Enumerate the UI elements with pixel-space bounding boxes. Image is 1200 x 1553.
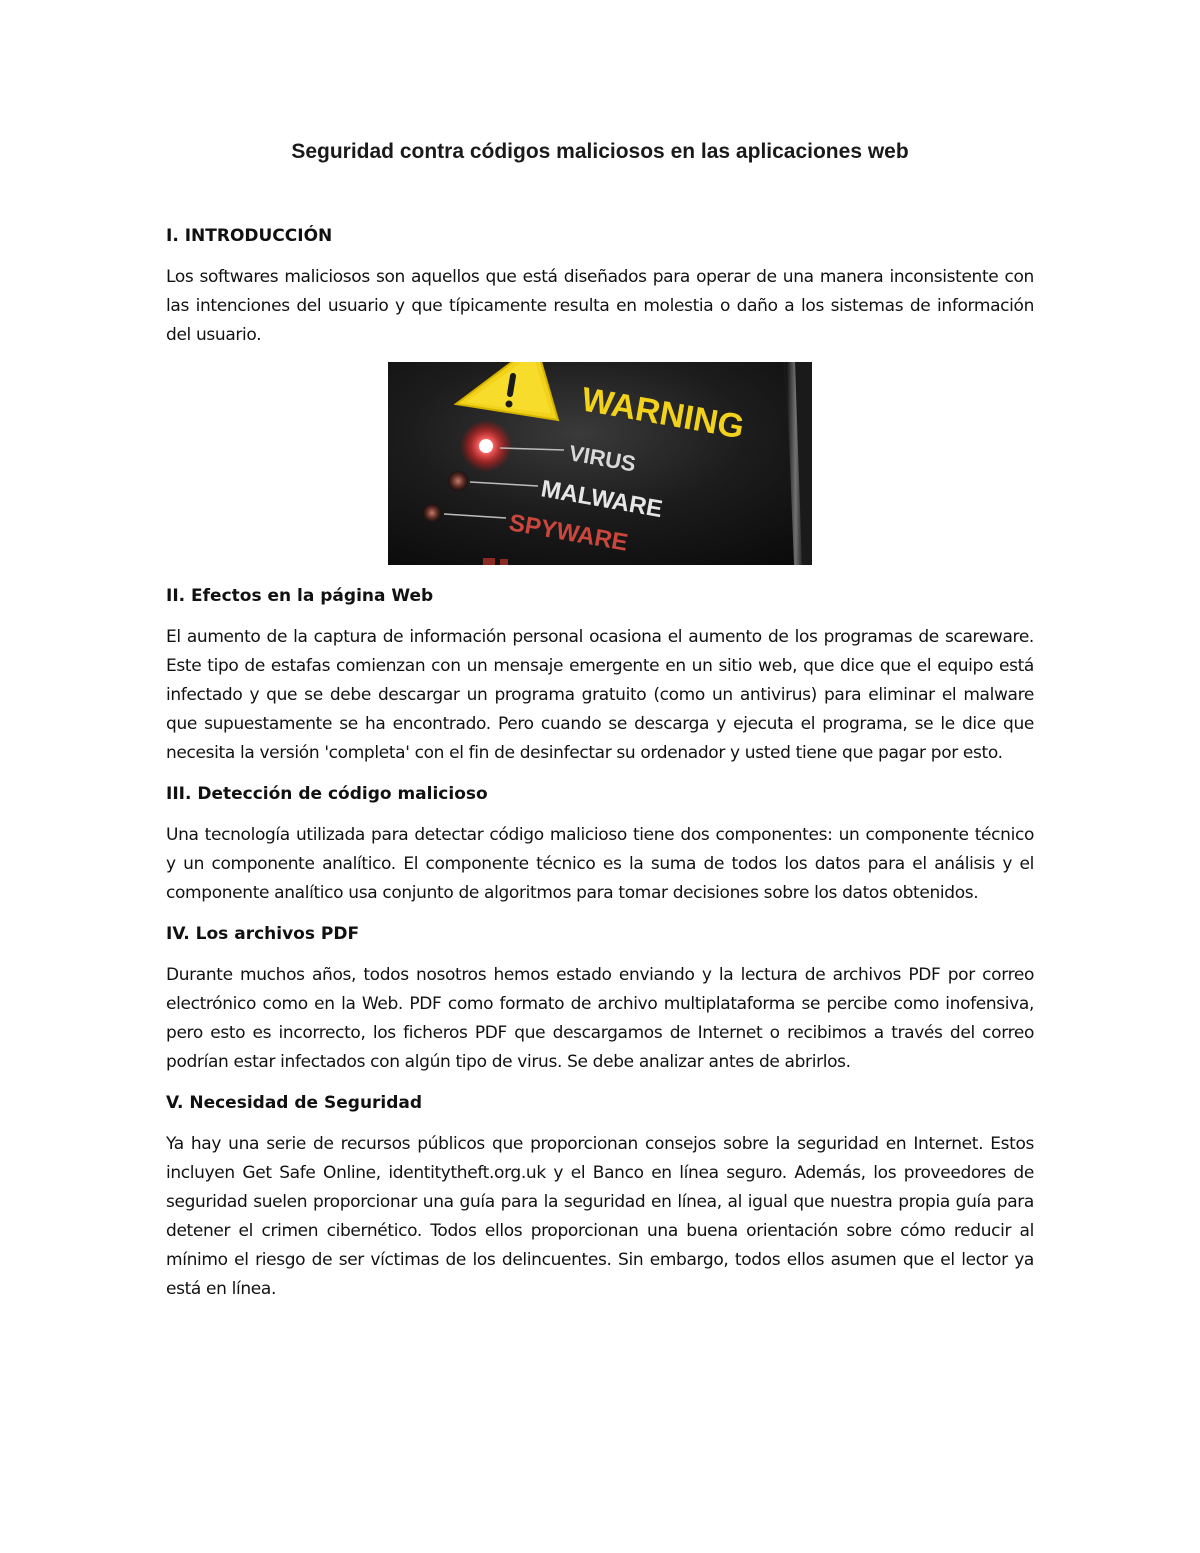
warning-image <box>388 362 812 565</box>
section-seguridad <box>166 1089 1034 1304</box>
section-heading: IV. Los archivos PDF <box>166 924 360 944</box>
section-paragraph: El aumento de la captura de información personal ocasiona el aumento de los programas de scareware. Este tipo de estafas comienzan con un mensaje emergente en un sitio web, que dice que el equipo está infectado y que se debe descargar un programa gratuito (como un antivirus) para eliminar el malware que supuestamente se ha encontrado. Pero cuando se descarga y ejecuta el programa, se le dice que necesita la versión 'completa' con el fin de desinfectar su ordenador y usted tiene que pagar por esto. <box>166 627 1034 763</box>
figure-item-label: MALWARE <box>538 475 665 524</box>
section-heading: I. INTRODUCCIÓN <box>166 226 333 246</box>
led-indicator <box>423 504 441 522</box>
figure-item-label: VIRUS <box>567 440 638 477</box>
document-title: Seguridad contra códigos maliciosos en las aplicaciones web <box>291 140 909 163</box>
section-pdf <box>166 920 1034 1077</box>
section-heading: III. Detección de código malicioso <box>166 784 488 804</box>
figure-container <box>166 362 1034 565</box>
warning-illustration <box>388 362 812 565</box>
section-paragraph: Los softwares maliciosos son aquellos que está diseñados para operar de una manera inconsistente con las intenciones del usuario y que típicamente resulta en molestia o daño a los sistemas de información del usuario. <box>166 267 1034 345</box>
figure-warning-label: WARNING <box>578 380 748 447</box>
section-heading: II. Efectos en la página Web <box>166 586 434 606</box>
section-paragraph: Ya hay una serie de recursos públicos que proporcionan consejos sobre la seguridad en Internet. Estos incluyen Get Safe Online, identitytheft.org.uk y el Banco en línea seguro. Además, los proveedores de seguridad suelen proporcionar una guía para la seguridad en línea, al igual que nuestra propia guía para detener el crimen cibernético. Todos ellos proporcionan una buena orientación sobre cómo reducir al mínimo el riesgo de ser víctimas de los delincuentes. Sin embargo, todos ellos asumen que el lector ya está en línea. <box>166 1134 1034 1299</box>
section-paragraph: Una tecnología utilizada para detectar código malicioso tiene dos componentes: un componente técnico y un componente analítico. El componente técnico es la suma de todos los datos para el análisis y el componente analítico usa conjunto de algoritmos para tomar decisiones sobre los datos obtenidos. <box>166 825 1034 903</box>
section-introduccion <box>166 222 1034 350</box>
document-body <box>166 222 1034 1316</box>
led-indicator <box>448 471 468 491</box>
section-deteccion <box>166 780 1034 908</box>
section-heading: V. Necesidad de Seguridad <box>166 1093 423 1113</box>
section-paragraph: Durante muchos años, todos nosotros hemos estado enviando y la lectura de archivos PDF por correo electrónico como en la Web. PDF como formato de archivo multiplataforma se percibe como inofensiva, pero esto es incorrecto, los ficheros PDF que descargamos de Internet o recibimos a través del correo podrían estar infectados con algún tipo de virus. Se debe analizar antes de abrirlos. <box>166 965 1034 1072</box>
figure-item-label: SPYWARE <box>506 509 630 557</box>
section-efectos <box>166 582 1034 768</box>
